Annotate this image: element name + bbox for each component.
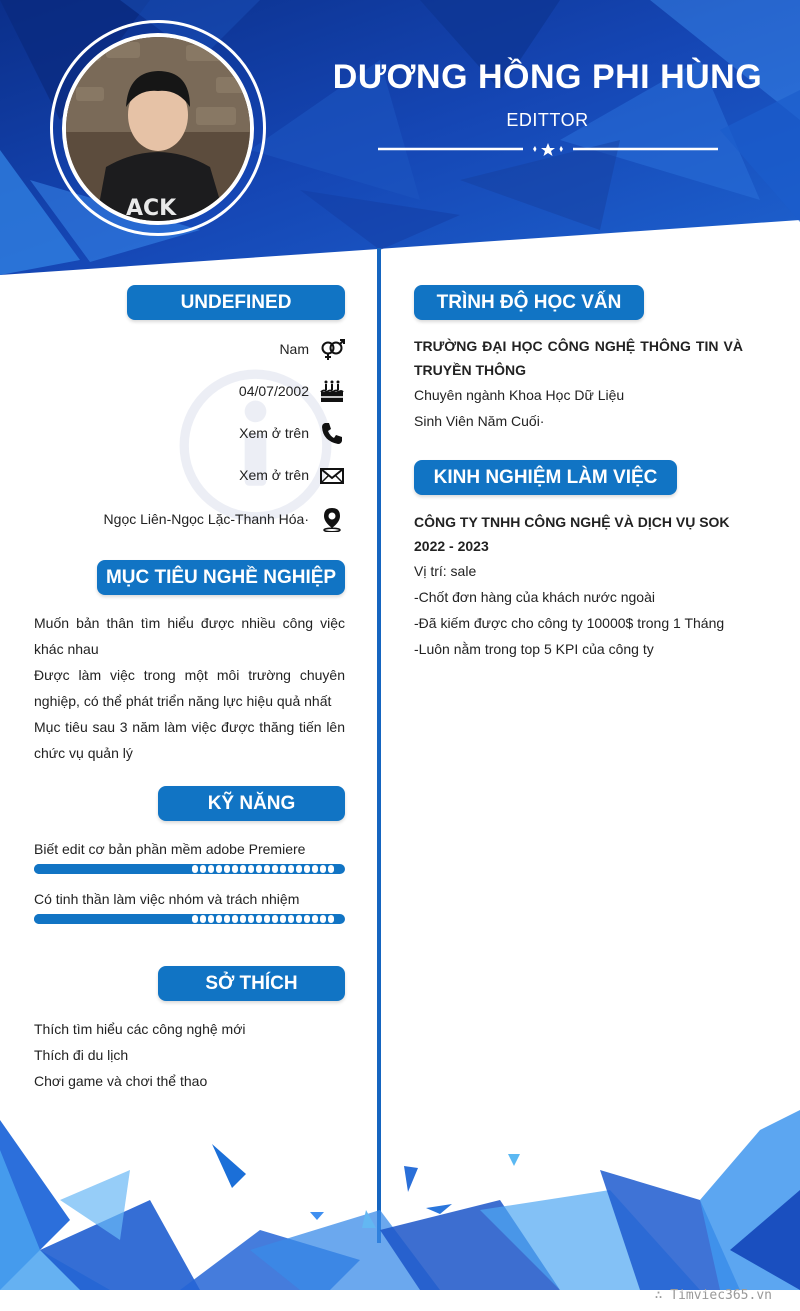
avatar-photo [66,37,250,221]
avatar [62,33,254,225]
skill-dots [192,865,334,873]
skill-dot [328,865,334,873]
skill-dots [192,915,334,923]
objective-line: Được làm việc trong một môi trường chuyên nghiệp, có thể phát triển năng lực hiệu quả nhất [34,667,345,709]
skill-dot [240,915,246,923]
skill-dot [208,865,214,873]
objective-heading: MỤC TIÊU NGHỀ NGHIỆP [97,560,345,595]
star-icon [533,146,537,152]
skill-dot [304,865,310,873]
star-icon [560,146,564,152]
skill-dot [312,865,318,873]
experience-block [414,510,743,662]
skill-dot [328,915,334,923]
hobbies-heading: SỞ THÍCH [158,966,345,1001]
skill-dot [232,915,238,923]
skill-dot [192,865,198,873]
experience-line: -Chốt đơn hàng của khách nước ngoài [414,589,655,605]
experience-company: CÔNG TY TNHH CÔNG NGHỆ VÀ DỊCH VỤ SOK [414,514,730,530]
skill-dot [296,865,302,873]
hobby-item: Chơi game và chơi thể thao [34,1073,208,1089]
objective-line: Muốn bản thân tìm hiểu được nhiều công việc khác nhau [34,615,345,657]
footer-credit: ∴ Timviec365.vn [654,1288,772,1303]
skill-dot [256,865,262,873]
objective-line: Mục tiêu sau 3 năm làm việc được thăng tiến lên chức vụ quản lý [34,719,345,761]
gender-value: Nam [279,341,309,357]
skill-dot [288,865,294,873]
birthday-cake-icon [319,378,345,404]
skill-dot [192,915,198,923]
skill-dot [312,915,318,923]
personal-info-heading: UNDEFINED [127,285,345,320]
skill-dot [200,865,206,873]
avatar-shirt-text: ACK [126,196,177,221]
skill-dot [264,915,270,923]
education-school: TRƯỜNG ĐẠI HỌC CÔNG NGHỆ THÔNG TIN VÀ TRUYỀN THÔNG [414,338,743,378]
candidate-role: EDITTOR [506,110,589,130]
skill-dot [224,865,230,873]
email-row [239,462,345,488]
phone-icon [319,420,345,446]
skill-dot [320,865,326,873]
skill-dot [288,915,294,923]
skill-dot [216,865,222,873]
skill-dot [232,865,238,873]
experience-line: -Luôn nằm trong top 5 KPI của công ty [414,641,654,657]
phone-row [239,420,345,446]
gender-icon [319,336,345,362]
skill-fill [34,914,190,924]
skills-heading: KỸ NĂNG [158,786,345,821]
skill-dot [264,865,270,873]
hobby-item: Thích đi du lịch [34,1047,129,1063]
education-major: Chuyên ngành Khoa Học Dữ Liệu [414,387,625,403]
skill-label: Có tinh thần làm việc nhóm và trách nhiệm [34,891,300,907]
skill-dot [280,915,286,923]
objective-text [34,610,345,766]
education-block [414,334,743,434]
candidate-name: DƯƠNG HỒNG PHI HÙNG [332,58,763,96]
email-value: Xem ở trên [239,467,309,483]
experience-period: 2022 - 2023 [414,538,489,554]
email-icon [319,462,345,488]
skill-dot [248,865,254,873]
skill-dot [240,865,246,873]
address-row [104,506,345,532]
hobby-item: Thích tìm hiểu các công nghệ mới [34,1021,246,1037]
footer-background [0,1110,800,1290]
skill-dot [208,915,214,923]
gender-row [279,336,345,362]
skill-dot [248,915,254,923]
experience-line: -Đã kiếm được cho công ty 10000$ trong 1 Tháng [414,615,725,631]
experience-line: Vị trí: sale [414,563,477,579]
skill-dot [200,915,206,923]
skill-label: Biết edit cơ bản phần mềm adobe Premiere [34,841,306,857]
skill-dot [296,915,302,923]
title-divider [378,140,718,160]
column-divider [377,248,381,1243]
experience-heading: KINH NGHIỆM LÀM VIỆC [414,460,677,495]
skill-dot [224,915,230,923]
address-value: Ngọc Liên-Ngọc Lặc-Thanh Hóa· [103,511,309,527]
skill-bar [34,914,345,924]
skill-dot [320,915,326,923]
birthday-row [239,378,345,404]
skill-dot [272,865,278,873]
skill-dot [280,865,286,873]
education-heading: TRÌNH ĐỘ HỌC VẤN [414,285,644,320]
skill-bar [34,864,345,874]
phone-value: Xem ở trên [239,425,309,441]
skill-dot [304,915,310,923]
education-status: Sinh Viên Năm Cuối· [414,413,545,429]
skill-fill [34,864,190,874]
hobbies-list [34,1016,345,1094]
skill-dot [216,915,222,923]
birthday-value: 04/07/2002 [238,383,309,399]
star-icon [541,143,555,156]
location-pin-icon [319,506,345,532]
skill-dot [272,915,278,923]
skill-dot [256,915,262,923]
